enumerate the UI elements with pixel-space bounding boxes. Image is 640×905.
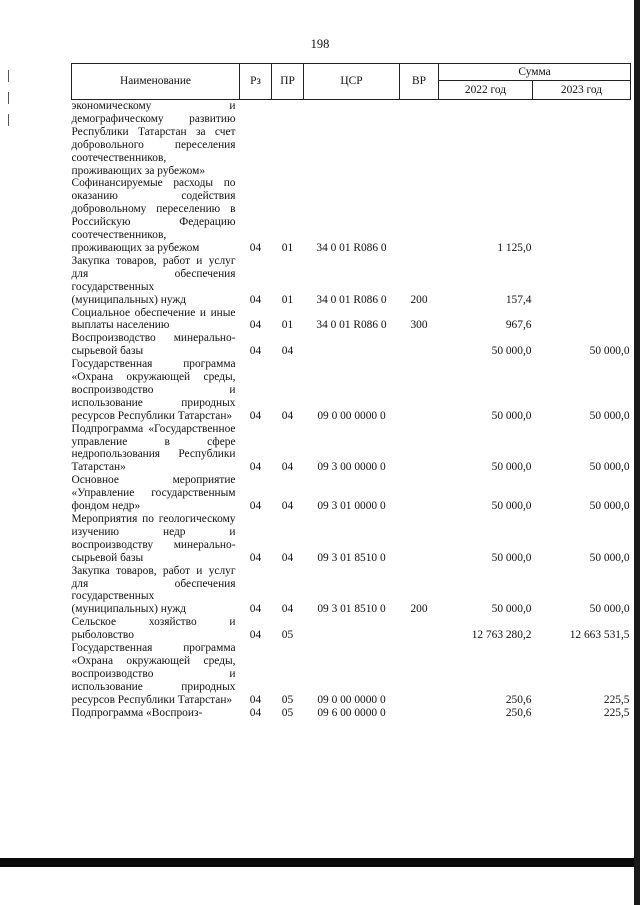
row-name: Социальное обеспечение и иные выплаты населению bbox=[71, 306, 236, 332]
row-pr: 05 bbox=[281, 706, 294, 719]
row-sum-2023 bbox=[533, 307, 631, 333]
row-sum-2023 bbox=[533, 100, 631, 178]
row-vr bbox=[400, 100, 439, 178]
row-sum-2022: 1 125,0 bbox=[497, 241, 532, 254]
row-name: Воспроизводство минерально-сырьевой базы bbox=[71, 332, 236, 358]
table-row bbox=[72, 358, 631, 423]
row-sum-2023 bbox=[533, 255, 631, 307]
row-rz: 04 bbox=[249, 706, 262, 719]
row-vr bbox=[400, 513, 439, 565]
row-name: Подпрограмма «Государственное управление в сфере недропользования Республики Татарстан» bbox=[71, 422, 236, 474]
row-sum-2022: 12 763 280,2 bbox=[471, 629, 532, 642]
table-body bbox=[72, 100, 631, 720]
header-year-2022: 2022 год bbox=[439, 81, 533, 100]
row-name: Закупка товаров, работ и услуг для обеспечения государственных (муниципальных) нужд bbox=[71, 254, 236, 306]
header-rz: Рз bbox=[240, 64, 272, 100]
header-name: Наименование bbox=[72, 64, 240, 100]
row-rz: 04 bbox=[249, 461, 262, 474]
row-rz: 04 bbox=[249, 241, 262, 254]
row-sum-2023: 225,5 bbox=[603, 706, 630, 719]
row-pr bbox=[272, 100, 304, 178]
row-csr: 09 0 00 0000 0 bbox=[317, 409, 386, 422]
table-row bbox=[72, 177, 631, 254]
row-pr: 05 bbox=[281, 693, 294, 706]
row-sum-2023 bbox=[533, 177, 631, 254]
row-vr bbox=[400, 177, 439, 254]
row-rz: 04 bbox=[249, 409, 262, 422]
row-csr: 34 0 01 R086 0 bbox=[316, 241, 387, 254]
row-pr: 04 bbox=[281, 461, 294, 474]
row-sum-2022: 50 000,0 bbox=[491, 461, 532, 474]
row-vr: 200 bbox=[410, 293, 428, 306]
row-sum-2023: 50 000,0 bbox=[589, 500, 630, 513]
row-rz: 04 bbox=[249, 345, 262, 358]
row-sum-2022: 50 000,0 bbox=[491, 500, 532, 513]
row-pr: 01 bbox=[281, 241, 294, 254]
row-rz: 04 bbox=[249, 551, 262, 564]
row-csr: 09 3 01 8510 0 bbox=[317, 603, 386, 616]
row-rz: 04 bbox=[249, 500, 262, 513]
row-sum-2022: 250,6 bbox=[505, 693, 532, 706]
header-year-2023: 2023 год bbox=[533, 81, 631, 100]
table-row bbox=[72, 474, 631, 513]
row-name: Мероприятия по геологическому изучению недр и воспроизводству минерально-сырьевой базы bbox=[71, 513, 236, 564]
row-rz bbox=[240, 100, 272, 178]
table-row bbox=[72, 642, 631, 707]
row-vr bbox=[400, 474, 439, 513]
row-vr bbox=[400, 423, 439, 475]
row-pr: 04 bbox=[281, 500, 294, 513]
row-vr bbox=[400, 642, 439, 707]
row-rz: 04 bbox=[249, 693, 262, 706]
page-number: 198 bbox=[310, 37, 330, 51]
row-sum-2022: 157,4 bbox=[505, 293, 532, 306]
scan-footer-bar bbox=[0, 858, 640, 867]
row-name: Основное мероприятие «Управление государственным фондом недр» bbox=[71, 474, 236, 513]
margin-marks bbox=[8, 70, 9, 136]
table-row bbox=[72, 707, 631, 720]
row-pr: 01 bbox=[281, 293, 294, 306]
row-sum-2023: 50 000,0 bbox=[589, 603, 630, 616]
table-row bbox=[72, 332, 631, 358]
row-vr: 300 bbox=[410, 319, 428, 332]
table-row bbox=[72, 513, 631, 565]
row-csr: 09 0 00 0000 0 bbox=[317, 693, 386, 706]
row-sum-2023: 225,5 bbox=[603, 693, 630, 706]
row-csr: 34 0 01 R086 0 bbox=[316, 293, 387, 306]
row-sum-2022: 50 000,0 bbox=[491, 345, 532, 358]
row-pr: 04 bbox=[281, 603, 294, 616]
row-name: Сельское хозяйство и рыболовство bbox=[71, 616, 236, 642]
row-sum-2022 bbox=[439, 100, 533, 178]
row-name: экономическому и демографическому развитию Республики Татарстан за счет добровольного переселения соотечественников, проживающих за рубежом» bbox=[71, 100, 236, 177]
row-sum-2023: 50 000,0 bbox=[589, 551, 630, 564]
row-vr bbox=[400, 332, 439, 358]
table-row bbox=[72, 100, 631, 178]
row-vr bbox=[400, 616, 439, 642]
table-row bbox=[72, 616, 631, 642]
row-csr bbox=[304, 100, 400, 178]
row-name: Закупка товаров, работ и услуг для обеспечения государственных (муниципальных) нужд bbox=[71, 564, 236, 616]
row-sum-2022: 250,6 bbox=[505, 706, 532, 719]
row-csr bbox=[304, 332, 400, 358]
row-vr: 200 bbox=[410, 603, 428, 616]
row-vr bbox=[400, 358, 439, 423]
row-sum-2023: 50 000,0 bbox=[589, 409, 630, 422]
row-pr: 05 bbox=[281, 629, 294, 642]
header-sum: Сумма bbox=[439, 64, 631, 81]
table-row bbox=[72, 565, 631, 617]
budget-table bbox=[71, 63, 631, 720]
row-name: Государственная программа «Охрана окружающей среды, воспроизводство и использование природных ресурсов Республики Татарстан» bbox=[71, 358, 236, 422]
row-name: Государственная программа «Охрана окружающей среды, воспроизводство и использование природных ресурсов Республики Татарстан» bbox=[71, 642, 236, 706]
row-csr: 09 3 01 0000 0 bbox=[317, 500, 386, 513]
row-csr bbox=[304, 616, 400, 642]
row-rz: 04 bbox=[249, 629, 262, 642]
row-pr: 04 bbox=[281, 551, 294, 564]
row-csr: 09 6 00 0000 0 bbox=[317, 706, 386, 719]
row-pr: 04 bbox=[281, 345, 294, 358]
table-row bbox=[72, 255, 631, 307]
row-name: Подпрограмма «Воспроиз- bbox=[71, 706, 203, 719]
scan-right-edge bbox=[634, 0, 640, 905]
row-rz: 04 bbox=[249, 319, 262, 332]
table-row bbox=[72, 307, 631, 333]
row-sum-2022: 967,6 bbox=[505, 319, 532, 332]
row-pr: 01 bbox=[281, 319, 294, 332]
row-sum-2022: 50 000,0 bbox=[491, 603, 532, 616]
row-sum-2022: 50 000,0 bbox=[491, 551, 532, 564]
row-csr: 09 3 00 0000 0 bbox=[317, 461, 386, 474]
row-sum-2022: 50 000,0 bbox=[491, 409, 532, 422]
row-pr: 04 bbox=[281, 409, 294, 422]
row-vr bbox=[400, 707, 439, 720]
table-row bbox=[72, 423, 631, 475]
row-csr: 34 0 01 R086 0 bbox=[316, 319, 387, 332]
row-name: Софинансируемые расходы по оказанию содействия добровольному переселению в Российскую Федерацию соотечественников, проживающих за рубежом bbox=[71, 177, 236, 254]
header-csr: ЦСР bbox=[304, 64, 400, 100]
row-rz: 04 bbox=[249, 603, 262, 616]
row-csr: 09 3 01 8510 0 bbox=[317, 551, 386, 564]
header-vr: ВР bbox=[400, 64, 439, 100]
row-rz: 04 bbox=[249, 293, 262, 306]
row-sum-2023: 12 663 531,5 bbox=[569, 629, 630, 642]
row-sum-2023: 50 000,0 bbox=[589, 461, 630, 474]
row-sum-2023: 50 000,0 bbox=[589, 345, 630, 358]
header-pr: ПР bbox=[272, 64, 304, 100]
